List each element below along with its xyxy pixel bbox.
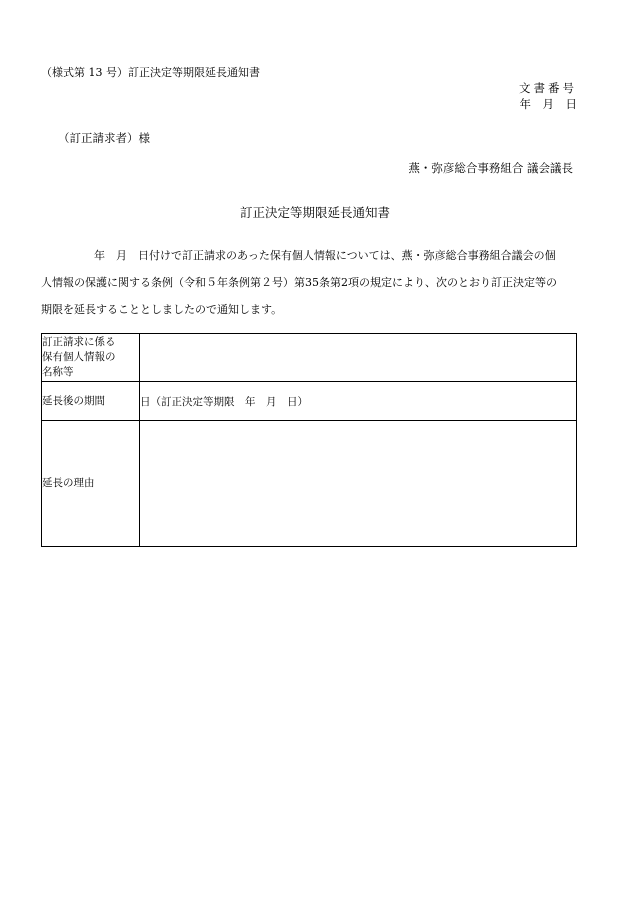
info-name-label: 訂正請求に係る 保有個人情報の 名称等 bbox=[42, 334, 140, 382]
extended-period-value: 日（訂正決定等期限 年 月 日） bbox=[140, 382, 577, 421]
body-text-line-2: 人情報の保護に関する条例（令和５年条例第２号）第35条第2項の規定により、次のとおり訂正決定等の bbox=[41, 276, 557, 289]
document-date-label: 年 月 日 bbox=[519, 97, 577, 111]
recipient-line: （訂正請求者）様 bbox=[58, 131, 150, 145]
form-label: （様式第 13 号）訂正決定等期限延長通知書 bbox=[41, 66, 260, 79]
notice-table bbox=[41, 333, 577, 547]
table-row-extended-period bbox=[42, 382, 577, 421]
sender-line: 燕・弥彦総合事務組合 議会議長 bbox=[408, 161, 573, 175]
body-text-line-1: 年 月 日付けで訂正請求のあった保有個人情報については、燕・弥彦総合事務組合議会の個 bbox=[94, 249, 556, 262]
table-row-info-name bbox=[42, 334, 577, 382]
extended-period-label: 延長後の期間 bbox=[42, 382, 140, 421]
document-title: 訂正決定等期限延長通知書 bbox=[239, 205, 390, 220]
body-text-line-3: 期限を延長することとしましたので通知します。 bbox=[41, 303, 283, 316]
reason-value bbox=[140, 421, 577, 547]
reason-label: 延長の理由 bbox=[42, 421, 140, 547]
document-number-label: 文書番号 bbox=[519, 81, 577, 95]
info-name-value bbox=[140, 334, 577, 382]
table-row-reason bbox=[42, 421, 577, 547]
